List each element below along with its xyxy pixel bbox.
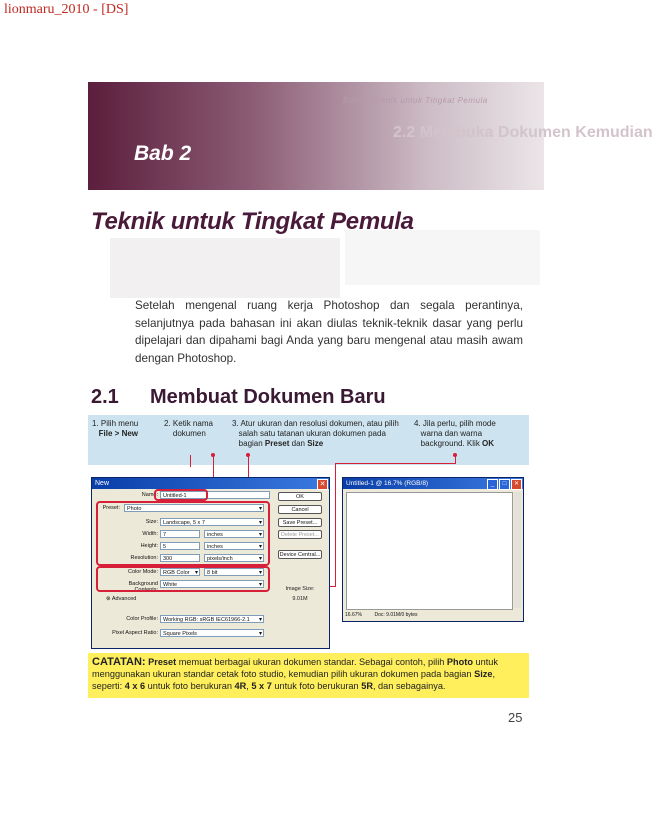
close-icon[interactable]: ✕	[317, 479, 328, 490]
note-text-bold: 5 x 7	[251, 681, 272, 691]
bit-depth-select[interactable]: 8 bit ▾	[204, 568, 264, 576]
note-text: , seperti:	[92, 669, 496, 691]
note-text: memuat berbagai ukuran dokumen standar. Sebagai contoh, pilih	[176, 657, 447, 667]
note-label: CATATAN:	[92, 656, 146, 668]
step-text: warna dan warna	[420, 429, 483, 438]
ok-button[interactable]: OK	[278, 492, 322, 501]
color-mode-label: Color Mode:	[128, 569, 158, 575]
step-number: 4.	[414, 419, 421, 428]
minimize-icon[interactable]: _	[487, 479, 498, 490]
callout-line	[335, 463, 336, 586]
step-number: 3.	[232, 419, 239, 428]
callout-dot	[453, 453, 457, 457]
intro-paragraph: Setelah mengenal ruang kerja Photoshop dan segala perantinya, selanjutnya pada bahasan ini akan diulas teknik-teknik dasar yang perlu dipelajari dan dipahami bagi Anda yang baru mengenal atau masih awam dengan Photoshop.	[135, 299, 523, 365]
resolution-input[interactable]: 300	[160, 554, 200, 562]
image-size-label: Image Size:	[285, 586, 315, 592]
step-text: Atur ukuran dan resolusi dokumen, atau pilih	[240, 419, 399, 428]
step-text: dokumen	[172, 429, 206, 438]
highlight-name	[154, 489, 208, 501]
save-preset-button[interactable]: Save Preset...	[278, 518, 322, 527]
delete-preset-button[interactable]: Delete Preset...	[278, 530, 322, 539]
note-text-bold: 5R	[361, 681, 373, 691]
step-text: bagian	[238, 439, 265, 448]
note-text: ,	[246, 681, 252, 691]
document-info: Doc: 9.01M/0 bytes	[374, 612, 418, 618]
step-4	[414, 419, 496, 449]
section-number: 2.1	[91, 386, 119, 408]
step-text-bold: Size	[307, 439, 324, 448]
step-text: Ketik nama	[172, 419, 213, 428]
step-2	[164, 419, 213, 439]
note-text: , dan sebagainya.	[372, 681, 446, 691]
note-text: untuk foto berukuran	[145, 681, 235, 691]
name-label: Name:	[141, 492, 158, 498]
advanced-toggle[interactable]	[106, 596, 136, 602]
resolution-unit-select[interactable]: pixels/inch ▾	[204, 554, 264, 562]
color-profile-select[interactable]: Working RGB: sRGB IEC61966-2.1 ▾	[160, 615, 264, 623]
step-text-bold: OK	[482, 439, 495, 448]
size-label: Size:	[145, 519, 158, 525]
step-text-bold: File > New	[98, 429, 139, 438]
highlight-preset-size	[96, 501, 270, 566]
new-document-dialog	[91, 477, 330, 649]
resolution-label: Resolution:	[130, 555, 158, 561]
close-icon[interactable]: ✕	[511, 479, 522, 490]
color-profile-label: Color Profile:	[126, 616, 158, 622]
note-text-bold: Photo	[446, 657, 473, 667]
advanced-label: Advanced	[111, 596, 137, 602]
step-text: background. Klik	[420, 439, 483, 448]
step-text: salah satu tatanan ukuran dokumen pada	[238, 429, 386, 438]
preset-select[interactable]: Photo ▾	[124, 504, 264, 512]
step-text-bold: Preset	[264, 439, 290, 448]
step-1	[92, 419, 138, 439]
chapter-label: Bab 2	[134, 142, 192, 165]
cancel-button[interactable]: Cancel	[278, 505, 322, 514]
pixel-aspect-select[interactable]: Square Pixels ▾	[160, 629, 264, 637]
name-input[interactable]: Untitled-1	[160, 491, 270, 499]
highlight-mode-background	[96, 566, 270, 592]
width-unit-select[interactable]: inches ▾	[204, 530, 264, 538]
steps-strip	[88, 415, 529, 465]
size-select[interactable]: Landscape, 5 x 7 ▾	[160, 518, 264, 526]
step-text: Jila perlu, pilih mode	[422, 419, 496, 428]
image-size-value: 9.01M	[292, 596, 308, 602]
background-ghost	[110, 238, 340, 298]
callout-dot	[246, 453, 250, 457]
background-ghost	[345, 230, 540, 285]
note-text-bold: Preset	[145, 657, 177, 667]
step-3	[232, 419, 399, 449]
note-text-bold: 4R	[234, 681, 247, 691]
note-text-bold: 4 x 6	[124, 681, 146, 691]
callout-dot	[211, 453, 215, 457]
height-unit-select[interactable]: inches ▾	[204, 542, 264, 550]
chapter-header-band	[88, 82, 653, 190]
document-canvas[interactable]	[346, 492, 513, 610]
note-text-bold: Size	[474, 669, 493, 679]
header-ghost-large: 2.2 Membuka Dokumen Kemudian	[393, 124, 653, 141]
page-number: 25	[508, 710, 523, 725]
vertical-scrollbar[interactable]	[514, 492, 521, 608]
step-number: 2.	[164, 419, 171, 428]
step-text: Pilih menu	[100, 419, 139, 428]
chevron-up-icon: ⊗	[106, 596, 111, 602]
width-input[interactable]: 7	[160, 530, 200, 538]
callout-line	[335, 463, 456, 464]
color-mode-select[interactable]: RGB Color ▾	[160, 568, 200, 576]
callout-line	[190, 455, 191, 467]
note-text: untuk menggunakan ukuran standar cetak foto studio, kemudian pilih ukuran dokumen pada bagian	[92, 657, 498, 679]
background-label: Background Contents:	[128, 581, 158, 593]
note-box	[88, 653, 529, 698]
height-input[interactable]: 5	[160, 542, 200, 550]
zoom-readout[interactable]: 16.67%	[345, 612, 362, 618]
watermark: lionmaru_2010 - [DS]	[4, 2, 129, 17]
document-title: Untitled-1 @ 16.7% (RGB/8)	[343, 478, 523, 489]
maximize-icon[interactable]: □	[499, 479, 510, 490]
device-central-button[interactable]: Device Central...	[279, 552, 321, 558]
status-bar	[345, 612, 519, 619]
note-text: untuk foto berukuran	[271, 681, 362, 691]
step-text: dan	[289, 439, 308, 448]
header-ghost-small: Bab 2: Teknik untuk Tingkat Pemula	[343, 96, 488, 105]
document-window	[342, 477, 524, 622]
preset-label: Preset:	[102, 505, 120, 511]
chapter-title: Teknik untuk Tingkat Pemula	[91, 208, 414, 235]
section-title: Membuat Dokumen Baru	[150, 386, 386, 408]
height-label: Height:	[140, 543, 158, 549]
dialog-title: New	[92, 478, 329, 489]
pixel-aspect-label: Pixel Aspect Ratio:	[112, 630, 158, 636]
step-number: 1.	[92, 419, 99, 428]
width-label: Width:	[142, 531, 158, 537]
background-select[interactable]: White ▾	[160, 580, 264, 588]
